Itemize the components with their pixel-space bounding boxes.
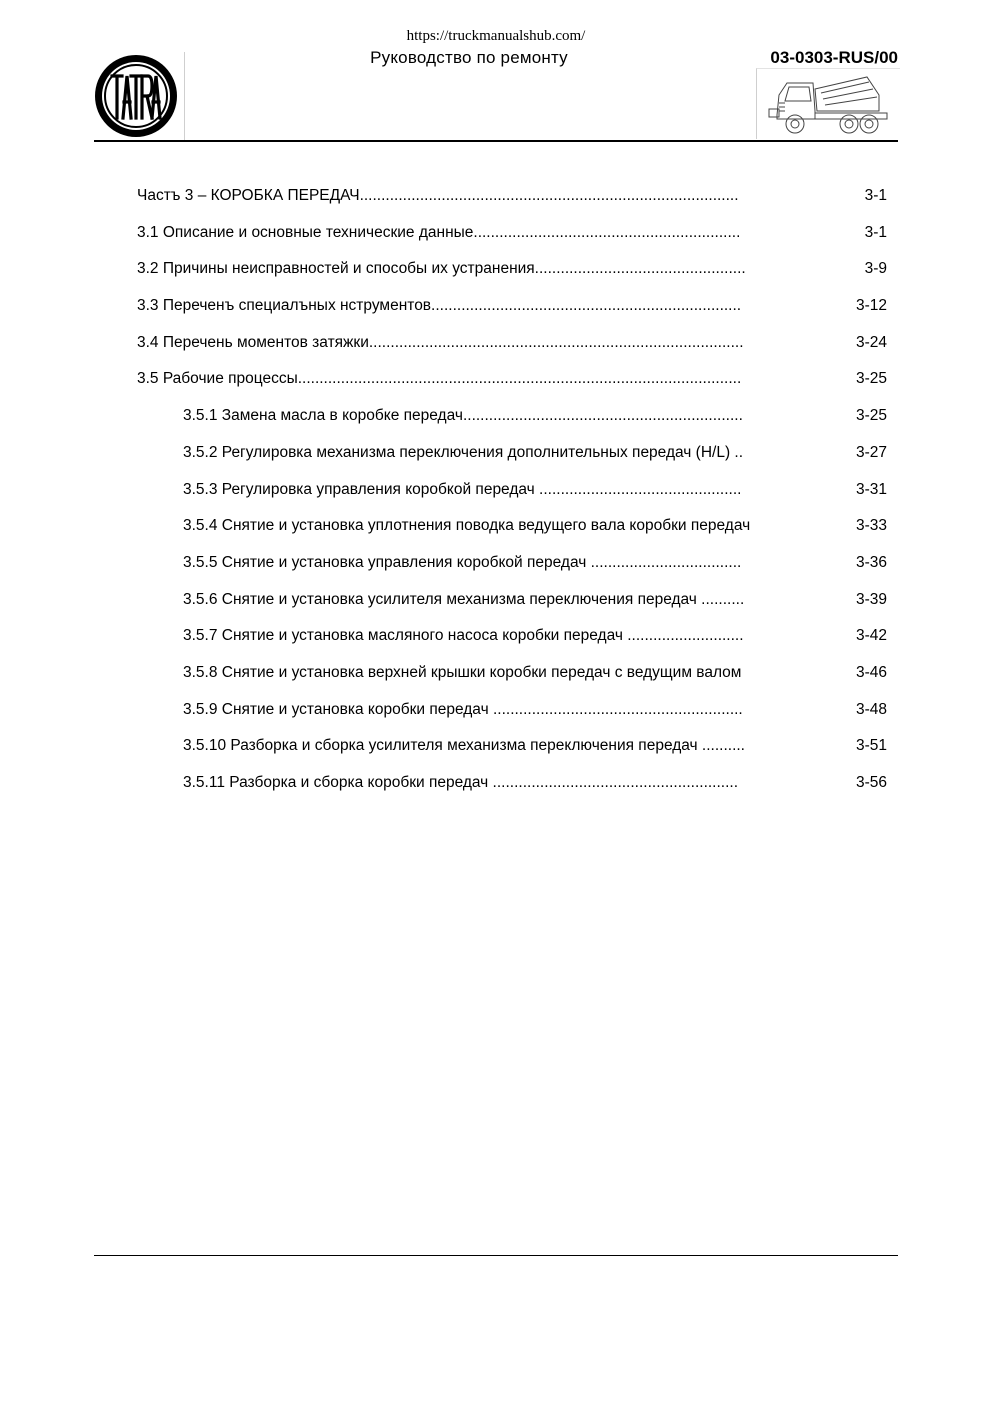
document-code: 03-0303-RUS/00 (770, 48, 898, 67)
toc-entry-title: Частъ 3 – КОРОБКА ПЕРЕДАЧ........................................................................................ (137, 187, 739, 204)
toc-subentry[interactable] (137, 663, 887, 700)
toc-entry-title: 3.5.11 Разборка и сборка коробки передач ......................................................... (183, 774, 739, 791)
toc-subentry[interactable] (137, 773, 887, 810)
toc-entry[interactable] (137, 186, 887, 223)
toc-entry-page: 3-39 (855, 590, 887, 608)
toc-subentry[interactable] (137, 626, 887, 663)
toc-subentry[interactable] (137, 443, 887, 480)
toc-subentry[interactable] (137, 700, 887, 737)
tatra-logo (94, 52, 184, 140)
toc-entry-page: 3-33 (855, 517, 887, 535)
toc-entry-title: 3.3 Переченъ специалъных нструментов........................................................................ (137, 297, 742, 315)
toc-entry-title: 3.5.4 Снятие и установка уплотнения поводка ведущего вала коробки передач (183, 517, 751, 535)
footer-divider (94, 1255, 898, 1256)
toc-subentry[interactable] (137, 406, 887, 443)
toc-entry-page: 3-42 (855, 627, 887, 645)
toc-entry-title: 3.5.7 Снятие и установка масляного насоса коробки передач ........................... (183, 627, 744, 645)
toc-entry-page: 3-25 (855, 370, 887, 388)
header-divider (94, 140, 898, 142)
toc-entry-title: 3.4 Перечень моментов затяжки....................................................................................... (137, 333, 744, 351)
toc-entry-page: 3-46 (855, 663, 887, 681)
toc-entry-page: 3-1 (864, 223, 887, 241)
toc-entry[interactable] (137, 333, 887, 370)
toc-entry-page: 3-48 (855, 700, 887, 718)
toc-entry-page: 3-51 (855, 737, 887, 755)
toc-subentry[interactable] (137, 516, 887, 553)
toc-entry-title: 3.5.10 Разборка и сборка усилителя механизма переключения передач .......... (183, 737, 745, 755)
toc-entry-title: 3.5.2 Регулировка механизма переключения дополнительных передач (H/L) .. (183, 443, 744, 461)
table-of-contents (137, 186, 887, 810)
toc-entry[interactable] (137, 259, 887, 296)
toc-entry-title: 3.5.1 Замена масла в коробке передач................................................................. (183, 407, 743, 425)
toc-entry-title: 3.5.9 Снятие и установка коробки передач .......................................................... (183, 700, 743, 718)
toc-entry-title: 3.5.5 Снятие и установка управления коробкой передач ................................... (183, 553, 742, 571)
toc-entry-page: 3-36 (855, 553, 887, 571)
truck-illustration-frame (756, 68, 900, 139)
source-url: https://truckmanualshub.com/ (406, 28, 586, 44)
toc-entry[interactable] (137, 223, 887, 260)
dump-truck-illustration (757, 69, 900, 139)
toc-entry-page: 3-27 (855, 443, 887, 461)
tatra-logo-frame (94, 52, 185, 140)
toc-entry-page: 3-25 (855, 407, 887, 425)
toc-entry-title: 3.2 Причины неисправностей и способы их устранения................................................. (137, 260, 746, 278)
toc-entry-page: 3-9 (864, 260, 887, 278)
toc-entry-page: 3-1 (864, 187, 887, 204)
document-title: Руководство по ремонту (370, 48, 568, 67)
toc-entry-page: 3-12 (855, 297, 887, 315)
toc-entry-title: 3.5.3 Регулировка управления коробкой передач ............................................... (183, 480, 742, 498)
toc-subentry[interactable] (137, 590, 887, 627)
toc-entry[interactable] (137, 369, 887, 406)
toc-entry-title: 3.5.6 Снятие и установка усилителя механизма переключения передач .......... (183, 590, 745, 608)
toc-subentry[interactable] (137, 736, 887, 773)
toc-entry-title: 3.5 Рабочие процессы....................................................................................................... (137, 370, 742, 388)
toc-subentry[interactable] (137, 553, 887, 590)
toc-entry-title: 3.1 Описание и основные технические данные.............................................................. (137, 223, 741, 241)
toc-entry-title: 3.5.8 Снятие и установка верхней крышки коробки передач с ведущим валом (183, 663, 742, 681)
toc-entry-page: 3-24 (855, 333, 887, 351)
toc-entry-page: 3-31 (855, 480, 887, 498)
toc-subentry[interactable] (137, 480, 887, 517)
toc-entry[interactable] (137, 296, 887, 333)
toc-entry-page: 3-56 (855, 774, 887, 791)
